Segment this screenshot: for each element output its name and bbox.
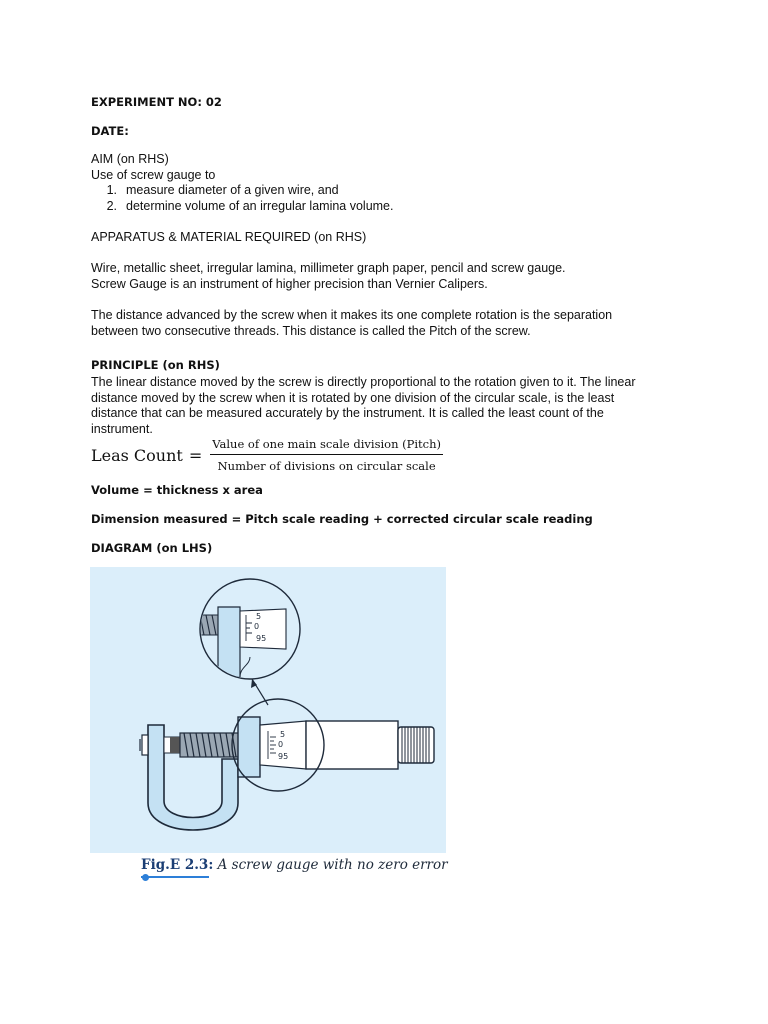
pitch-line: The distance advanced by the screw when it makes its one complete rotation is the separation — [91, 308, 613, 322]
scale-label: 5 — [256, 612, 262, 621]
frame-block — [238, 717, 260, 777]
screw-gauge-diagram — [90, 567, 446, 853]
screw-gauge-figure — [90, 567, 446, 853]
least-count-formula — [91, 434, 443, 476]
apparatus-line: Screw Gauge is an instrument of higher precision than Vernier Calipers. — [91, 276, 488, 291]
aim-item-number: 2. — [106, 198, 117, 213]
scale-label: 95 — [278, 752, 289, 761]
cursor-dot-icon — [142, 874, 149, 881]
pitch-line: between two consecutive threads. This distance is called the Pitch of the screw. — [91, 323, 531, 338]
date-label: DATE: — [91, 124, 129, 138]
principle-line: instrument. — [91, 421, 153, 436]
caption-text: A screw gauge with no zero error — [217, 857, 448, 873]
caption-link-underline — [141, 876, 209, 878]
principle-heading: PRINCIPLE (on RHS) — [91, 358, 220, 372]
principle-line: The linear distance moved by the screw is directly proportional to the rotation given to it. The linear — [91, 375, 636, 389]
principle-line: distance moved by the screw when it is rotated by one division of the circular scale, is the least — [91, 390, 615, 405]
figure-caption — [141, 857, 448, 873]
aim-item-text: measure diameter of a given wire, and — [126, 183, 339, 197]
scale-label: 5 — [280, 730, 286, 739]
aim-item-text: determine volume of an irregular lamina volume. — [126, 198, 394, 213]
aim-intro: Use of screw gauge to — [91, 167, 216, 182]
formula-fraction — [210, 437, 443, 473]
fraction-bar — [210, 454, 443, 455]
scale-label: 95 — [256, 634, 267, 643]
apparatus-line: Wire, metallic sheet, irregular lamina, millimeter graph paper, pencil and screw gauge. — [91, 261, 566, 275]
formula-lhs: Leas Count — [91, 445, 183, 465]
principle-text — [91, 375, 681, 437]
formula-numerator: Value of one main scale division (Pitch) — [212, 437, 442, 451]
scale-label: 0 — [254, 622, 260, 631]
apparatus-heading: APPARATUS & MATERIAL REQUIRED (on RHS) — [91, 230, 367, 244]
aim-item-number: 1. — [106, 183, 117, 197]
volume-formula: Volume = thickness x area — [91, 483, 263, 497]
aim-section — [91, 152, 681, 214]
experiment-number: EXPERIMENT NO: 02 — [91, 95, 222, 109]
diagram-heading: DIAGRAM (on LHS) — [91, 541, 213, 555]
aim-item — [91, 183, 681, 199]
magnified-view — [198, 579, 300, 679]
thimble — [306, 721, 398, 769]
pitch-paragraph — [91, 308, 681, 339]
formula-equals: = — [188, 445, 203, 465]
anvil — [142, 735, 148, 755]
dimension-formula: Dimension measured = Pitch scale reading + corrected circular scale reading — [91, 512, 593, 526]
aim-heading: AIM (on RHS) — [91, 152, 169, 166]
caption-label: Fig.E 2.3: — [141, 857, 214, 873]
apparatus-text — [91, 261, 681, 292]
aim-item — [91, 199, 681, 215]
formula-denominator: Number of divisions on circular scale — [217, 459, 436, 473]
principle-line: distance that can be measured accurately by the instrument. It is called the least count of the — [91, 406, 604, 420]
scale-label: 0 — [278, 740, 284, 749]
